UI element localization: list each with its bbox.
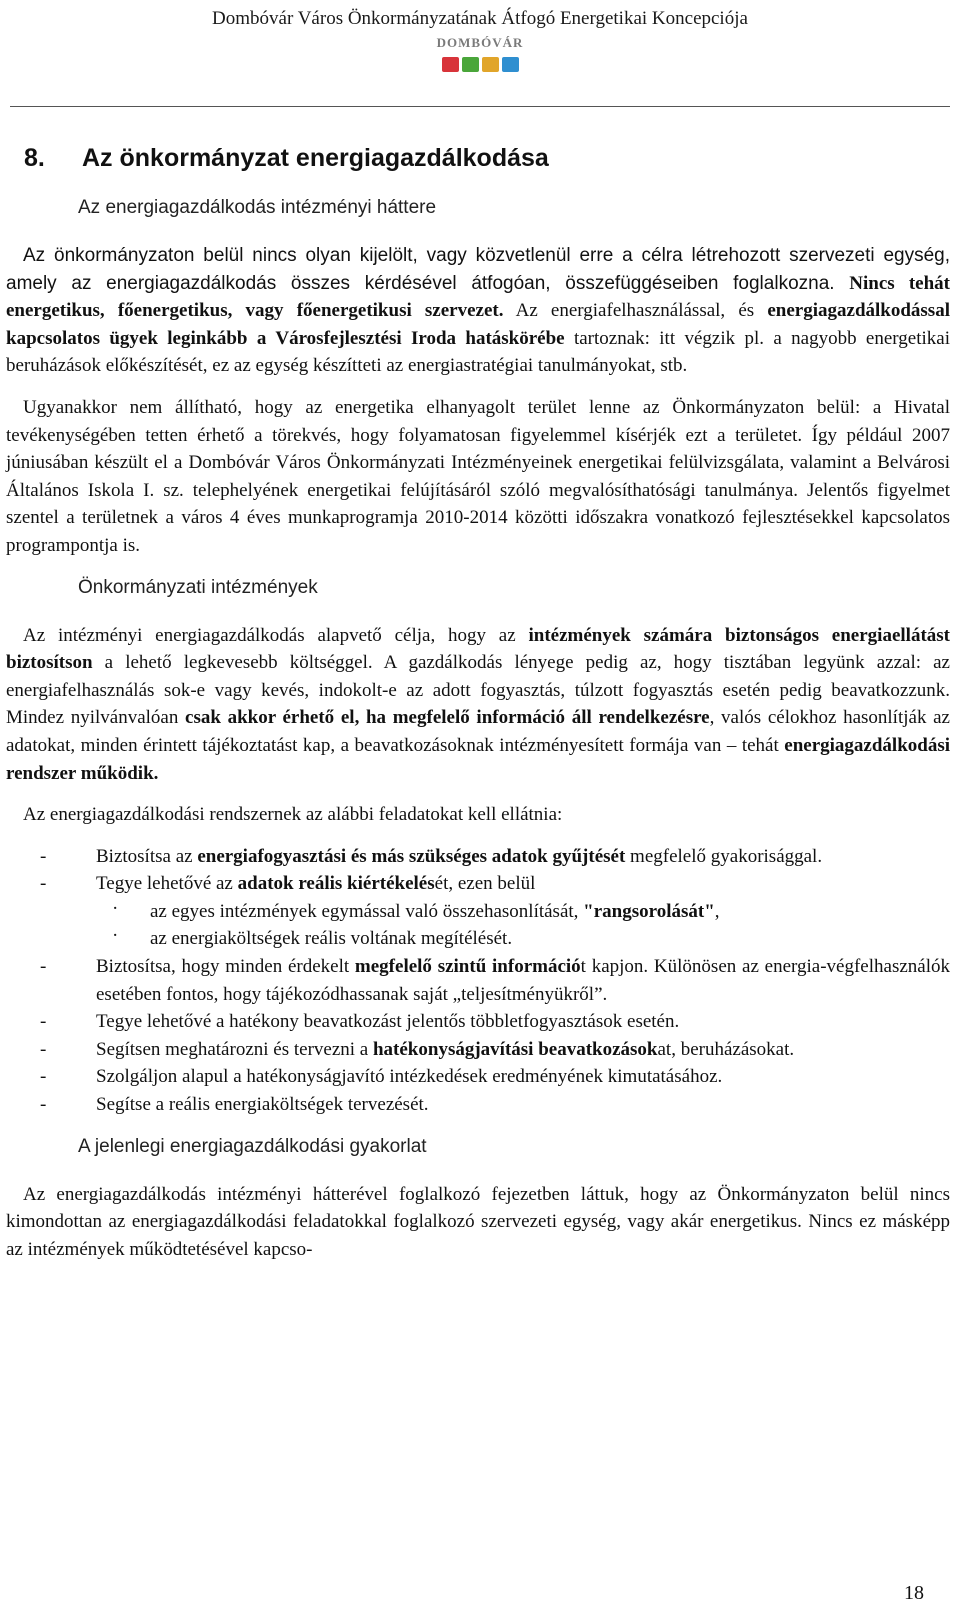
subsection-heading-1: Az energiagazdálkodás intézményi háttere xyxy=(78,197,437,218)
section-title: Az önkormányzat energiagazdálkodása xyxy=(82,144,549,172)
paragraph-5: Az energiagazdálkodás intézményi hátterével foglalkozó fejezetben láttuk, hogy az Önkormányzaton belül nincs kimondottan az energiagazdálkodási feladatokkal foglalkozó szervezeti egység, vagy akár energetikus. Nincs ez másképp az intézmények működtetésével kapcso- xyxy=(6,1183,950,1260)
task-list-item xyxy=(6,1091,950,1119)
paragraph-2: Ugyanakkor nem állítható, hogy az energetika elhanyagolt terület lenne az Önkormányzaton belül: a Hivatal tevékenységében tetten érhető a törekvés, hogy folyamatosan figyelemmel kísérjék ezt a területet. Így például 2007 júniusában készült el a Dombóvár Város Önkormányzati Intézményeinek energetikai felülvizsgálata, valamint a Belvárosi Általános Iskola I. sz. telephelyének energetikai felújításáról szóló megvalósíthatósági tanulmánya. Jelentős figyelmet szentel a területnek a város 4 éves munkaprogramja 2010-2014 közötti időszakra vonatkozó fejlesztésekkel kapcsolatos programpontja is. xyxy=(6,396,950,556)
item-text: Szolgáljon alapul a hatékonyságjavító intézkedések eredményének kimutatásához. xyxy=(96,1066,723,1088)
item-text: Segítsen meghatározni és tervezni a xyxy=(96,1038,373,1060)
sub-list xyxy=(96,898,950,953)
p3-bold-3: energiagazdálkodási rendszer működik. xyxy=(6,734,950,784)
p1-text-3: tartoznak: itt végzik pl. a nagyobb energetikai beruházások előkészítését, ez az egység készítteti az energiastratégiai tanulmányokat, stb. xyxy=(6,327,950,377)
item-text: at, beruházásokat. xyxy=(657,1038,795,1060)
logo-color-squares xyxy=(430,57,530,72)
item-text: , xyxy=(714,900,720,922)
sub-list-item xyxy=(96,898,950,926)
item-text: Tegye lehetővé a hatékony beavatkozást jelentős többletfogyasztások esetén. xyxy=(96,1011,680,1033)
logo-underline xyxy=(430,50,530,55)
logo-square-yellow xyxy=(482,57,499,72)
subsection-heading-2: Önkormányzati intézmények xyxy=(78,576,318,598)
item-text: Segítse a reális energiaköltségek tervezését. xyxy=(96,1094,429,1116)
item-text: megfelelő gyakorisággal. xyxy=(625,845,823,867)
dash-marker: - xyxy=(40,873,47,895)
header-rule xyxy=(10,106,950,107)
item-text: ét, ezen belül xyxy=(434,873,536,895)
logo-text: DOMBÓVÁR xyxy=(436,35,524,50)
p1-bold-2: energiagazdálkodással kapcsolatos ügyek leginkább a Városfejlesztési Iroda hatáskörébe xyxy=(6,300,950,349)
bullet-marker: · xyxy=(112,925,119,947)
p1-text-1: Az önkormányzaton belül nincs olyan kijelölt, vagy közvetlenül erre a célra létrehozott szervezeti egység, amely az energiagazdálkodás összes kérdésével átfogóan, összefüggéseiben foglalkozna. xyxy=(6,245,950,294)
dombovar-logo xyxy=(430,36,530,78)
p3-bold-2: csak akkor érhető el, ha megfelelő információ áll rendelkezésre xyxy=(185,707,710,729)
task-list xyxy=(6,843,950,1119)
item-bold: "rangsorolását" xyxy=(583,900,715,922)
p1-bold-1: Nincs tehát energetikus, főenergetikus, vagy főenergetikusi szervezet. xyxy=(6,272,950,322)
p3-text-3: , valós célokhoz hasonlítják az adatokat, minden érintett tájékoztatást kap, a beavatkozásoknak intézményesített formája van – tehát xyxy=(6,707,950,756)
dash-marker: - xyxy=(40,1011,47,1033)
item-text: Biztosítsa, hogy minden érdekelt xyxy=(96,956,355,978)
item-text: Biztosítsa az xyxy=(96,845,198,867)
running-header: Dombóvár Város Önkormányzatának Átfogó Energetikai Koncepciója xyxy=(212,8,748,29)
item-text: Tegye lehetővé az xyxy=(96,873,238,895)
logo-square-red xyxy=(442,57,459,72)
item-bold: megfelelő szintű információ xyxy=(354,956,581,978)
paragraph-1 xyxy=(6,242,950,380)
sub-list-item xyxy=(96,925,950,953)
task-list-item xyxy=(6,1036,950,1064)
paragraph-4: Az energiagazdálkodási rendszernek az alábbi feladatokat kell ellátnia: xyxy=(23,804,563,826)
page-content xyxy=(6,140,950,1277)
logo-square-blue xyxy=(502,57,519,72)
p3-bold-1: intézmények számára biztonságos energiaellátást biztosítson xyxy=(6,624,950,674)
dash-marker: - xyxy=(40,1094,47,1116)
task-list-item xyxy=(6,1008,950,1036)
item-bold: adatok reális kiértékelés xyxy=(237,873,435,895)
item-bold: energiafogyasztási és más szükséges adatok gyűjtését xyxy=(197,845,626,867)
bullet-marker: · xyxy=(112,897,119,919)
item-text: az egyes intézmények egymással való összehasonlítását, xyxy=(150,900,584,922)
logo-square-green xyxy=(462,57,479,72)
task-list-item xyxy=(6,870,950,953)
item-text: t kapjon. Különösen az energia-végfelhasználók esetében fontos, hogy tájékozódhassanak saját „teljesítményükről”. xyxy=(96,956,950,1005)
p1-text-2: Az energiafelhasználással, és xyxy=(503,300,768,322)
subsection-heading-3: A jelenlegi energiagazdálkodási gyakorlat xyxy=(78,1135,427,1157)
p3-text-1: Az intézményi energiagazdálkodás alapvető célja, hogy az xyxy=(23,624,529,646)
section-number: 8. xyxy=(24,144,45,172)
item-text: az energiaköltségek reális voltának megítélését. xyxy=(150,928,513,950)
dash-marker: - xyxy=(40,845,47,867)
p3-text-2: a lehető legkevesebb költséggel. A gazdálkodás lényege pedig az, hogy tisztában legyünk azzal: az energiafelhasználás sok-e vagy kevés, indokolt-e az adott fogyasztás, túlzott fogyasztás esetén pedig beavatkozzunk. Mindez nyilvánvalóan xyxy=(6,652,950,729)
task-list-item xyxy=(6,843,950,871)
item-bold: hatékonyságjavítási beavatkozások xyxy=(372,1038,658,1060)
dash-marker: - xyxy=(40,1038,47,1060)
dash-marker: - xyxy=(40,956,47,978)
page-number: 18 xyxy=(904,1582,924,1604)
task-list-item xyxy=(6,1063,950,1091)
paragraph-3 xyxy=(6,622,950,788)
task-list-item xyxy=(6,953,950,1008)
dash-marker: - xyxy=(40,1066,47,1088)
section-heading xyxy=(24,140,950,176)
